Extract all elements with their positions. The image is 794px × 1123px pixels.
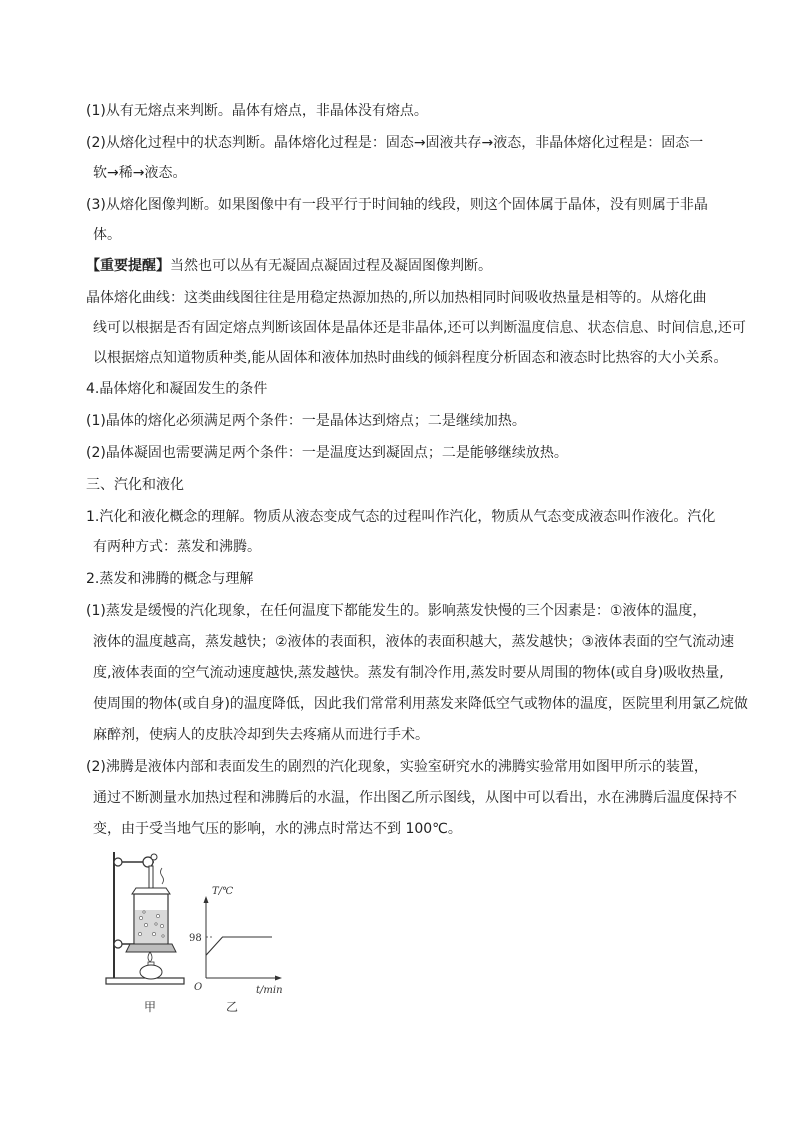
paragraph-melting-curve-cont1: 线可以根据是否有固定熔点判断该固体是晶体还是非晶体,还可以判断温度信息、状态信息、时间信息,还可 [93,320,746,336]
paragraph-melting-condition: (1)晶体的熔化必须满足两个条件：一是晶体达到熔点；二是继续加热。 [86,413,526,429]
paragraph-vaporization-concept: 1.汽化和液化概念的理解。物质从液态变成气态的过程叫作汽化，物质从气态变成液态叫作液化。汽化 [86,509,716,525]
important-tip-label: 【重要提醒】 [86,258,170,274]
important-tip [86,256,492,276]
paragraph-evaporation-cont2: 度,液体表面的空气流动速度越快,蒸发越快。蒸发有制冷作用,蒸发时要从周围的物体(或自身)吸收热量, [93,665,724,681]
paragraph-boiling: (2)沸腾是液体内部和表面发生的剧烈的汽化现象，实验室研究水的沸腾实验常用如图甲所示的装置， [86,759,708,775]
paragraph-evaporation-cont1: 液体的温度越高，蒸发越快；②液体的表面积，液体的表面积越大，蒸发越快；③液体表面的空气流动速 [93,634,735,650]
paragraph-evaporation: (1)蒸发是缓慢的汽化现象，在任何温度下都能发生的。影响蒸发快慢的三个因素是：①液体的温度， [86,603,707,619]
paragraph-melting-curve: 晶体熔化曲线：这类曲线图往往是用稳定热源加热的,所以加热相同时间吸收热量是相等的。从熔化曲 [86,290,707,306]
boiling-graph [189,886,283,996]
y-axis-label: T/℃ [212,886,234,897]
x-axis-arrow-icon [275,976,282,981]
figure-label-jia: 甲 [144,1000,157,1014]
figure-label-yi: 乙 [226,1000,239,1014]
paragraph-boiling-cont2: 变，由于受当地气压的影响，水的沸点时常达不到 100℃。 [93,821,462,837]
paragraph-boiling-cont1: 通过不断测量水加热过程和沸腾后的水温，作出图乙所示图线，从图中可以看出，水在沸腾后温度保持不 [93,790,737,806]
important-tip-text: 当然也可以丛有无凝固点凝固过程及凝固图像判断。 [170,258,492,274]
paragraph-evaporation-cont4: 麻醉剂，使病人的皮肤冷却到失去疼痛从而进行手术。 [93,727,429,743]
paragraph-melting-graph: (3)从熔化图像判断。如果图像中有一段平行于时间轴的线段，则这个固体属于晶体，没有则属于非晶 [86,197,708,213]
apparatus-illustration [96,848,286,998]
x-axis-label: t/min [256,985,283,996]
paragraph-crystal-melting-point: (1)从有无熔点来判断。晶体有熔点，非晶体没有熔点。 [86,103,428,119]
paragraph-melting-state: (2)从熔化过程中的状态判断。晶体熔化过程是：固态→固液共存→液态，非晶体熔化过程是：固态一 [86,135,704,151]
y-axis-arrow-icon [204,896,209,903]
paragraph-melting-state-cont: 软→稀→液态。 [93,165,187,181]
temperature-curve [206,937,272,955]
boiling-experiment-figure [96,848,286,1016]
section-heading-conditions: 4.晶体熔化和凝固发生的条件 [86,381,268,397]
section-heading-vaporization: 三、汽化和液化 [86,477,184,493]
origin-label: O [194,982,203,993]
tick-label-98: 98 [189,933,202,944]
paragraph-melting-curve-cont2: 以根据熔点知道物质种类,能从固体和液体加热时曲线的倾斜程度分析固态和液态时比热容的大小关系。 [93,350,728,366]
section-heading-evaporation-boiling: 2.蒸发和沸腾的概念与理解 [86,571,254,587]
paragraph-melting-graph-cont: 体。 [93,227,121,243]
paragraph-solidify-condition: (2)晶体凝固也需要满足两个条件：一是温度达到凝固点；二是能够继续放热。 [86,445,568,461]
paragraph-evaporation-cont3: 使周围的物体(或自身)的温度降低，因此我们常常利用蒸发来降低空气或物体的温度，医院里利用氯乙烷做 [93,696,748,712]
paragraph-vaporization-concept-cont: 有两种方式：蒸发和沸腾。 [93,539,261,555]
